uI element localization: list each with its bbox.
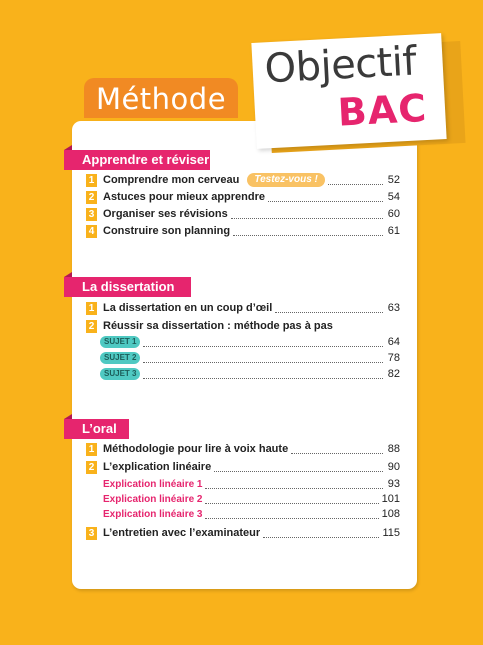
leader-dots <box>143 378 383 379</box>
item-label: Méthodologie pour lire à voix haute <box>103 443 289 455</box>
page-number: 64 <box>387 336 400 348</box>
objectif-bac-stamp <box>251 33 446 149</box>
leader-dots <box>214 471 383 472</box>
leader-dots <box>233 235 383 236</box>
item-label: L’explication linéaire <box>103 461 212 473</box>
page-number: 60 <box>387 208 400 220</box>
toc-item[interactable] <box>86 189 400 205</box>
page-number: 63 <box>387 302 400 314</box>
page-number: 52 <box>387 174 400 186</box>
leader-dots <box>263 537 379 538</box>
leader-dots <box>205 518 378 519</box>
leader-dots <box>275 312 383 313</box>
leader-dots <box>205 488 383 489</box>
toc-subitem[interactable] <box>86 334 400 350</box>
page-number: 54 <box>387 191 400 203</box>
item-label: Réussir sa dissertation : méthode pas à pas <box>103 320 333 332</box>
toc-item[interactable] <box>86 441 400 457</box>
explication-label: Explication linéaire 1 <box>103 478 203 490</box>
leader-dots <box>143 346 383 347</box>
item-number: 1 <box>86 302 97 315</box>
item-number: 4 <box>86 225 97 238</box>
leader-dots <box>143 362 383 363</box>
explication-label: Explication linéaire 3 <box>103 508 203 520</box>
leader-dots <box>328 184 383 185</box>
toc-item[interactable] <box>86 172 400 188</box>
toc-item[interactable] <box>86 525 400 541</box>
explication-label: Explication linéaire 2 <box>103 493 203 505</box>
toc-item[interactable] <box>86 223 400 239</box>
page-number: 101 <box>381 493 400 505</box>
leader-dots <box>268 201 383 202</box>
testez-vous-badge: Testez-vous ! <box>247 173 325 187</box>
item-label: L’entretien avec l’examinateur <box>103 527 261 539</box>
sujet-badge: SUJET 2 <box>100 352 140 364</box>
item-number: 3 <box>86 527 97 540</box>
page-number: 78 <box>387 352 400 364</box>
item-number: 2 <box>86 320 97 333</box>
page-number: 82 <box>387 368 400 380</box>
item-label: Organiser ses révisions <box>103 208 228 220</box>
page-number: 88 <box>387 443 400 455</box>
toc-item[interactable] <box>86 459 400 475</box>
item-number: 1 <box>86 174 97 187</box>
item-label: Comprendre mon cerveau <box>103 174 240 186</box>
methode-tab: Méthode <box>84 78 238 118</box>
item-number: 2 <box>86 191 97 204</box>
toc-subitem[interactable] <box>86 476 400 492</box>
section-header-dissertation: La dissertation <box>64 277 191 297</box>
sujet-badge: SUJET 3 <box>100 368 140 380</box>
item-label: Construire son planning <box>103 225 231 237</box>
stamp-subtitle: BAC <box>336 85 429 135</box>
toc-subitem[interactable] <box>86 350 400 366</box>
toc-subitem[interactable] <box>86 491 400 507</box>
toc-subitem[interactable] <box>86 506 400 522</box>
section-header-oral: L’oral <box>64 419 129 439</box>
stamp-title: Objectif <box>263 38 418 93</box>
toc-item[interactable] <box>86 318 400 334</box>
page-number: 61 <box>387 225 400 237</box>
toc-subitem[interactable] <box>86 366 400 382</box>
sujet-badge: SUJET 1 <box>100 336 140 348</box>
page-number: 90 <box>387 461 400 473</box>
leader-dots <box>291 453 383 454</box>
item-number: 1 <box>86 443 97 456</box>
item-label: Astuces pour mieux apprendre <box>103 191 265 203</box>
item-label: La dissertation en un coup d’œil <box>103 302 273 314</box>
toc-item[interactable] <box>86 206 400 222</box>
item-number: 3 <box>86 208 97 221</box>
section-header-apprendre: Apprendre et réviser <box>64 150 210 170</box>
page-number: 93 <box>387 478 400 490</box>
page-number: 108 <box>381 508 400 520</box>
item-number: 2 <box>86 461 97 474</box>
toc-item[interactable] <box>86 300 400 316</box>
leader-dots <box>205 503 378 504</box>
page-number: 115 <box>382 527 400 539</box>
leader-dots <box>231 218 383 219</box>
